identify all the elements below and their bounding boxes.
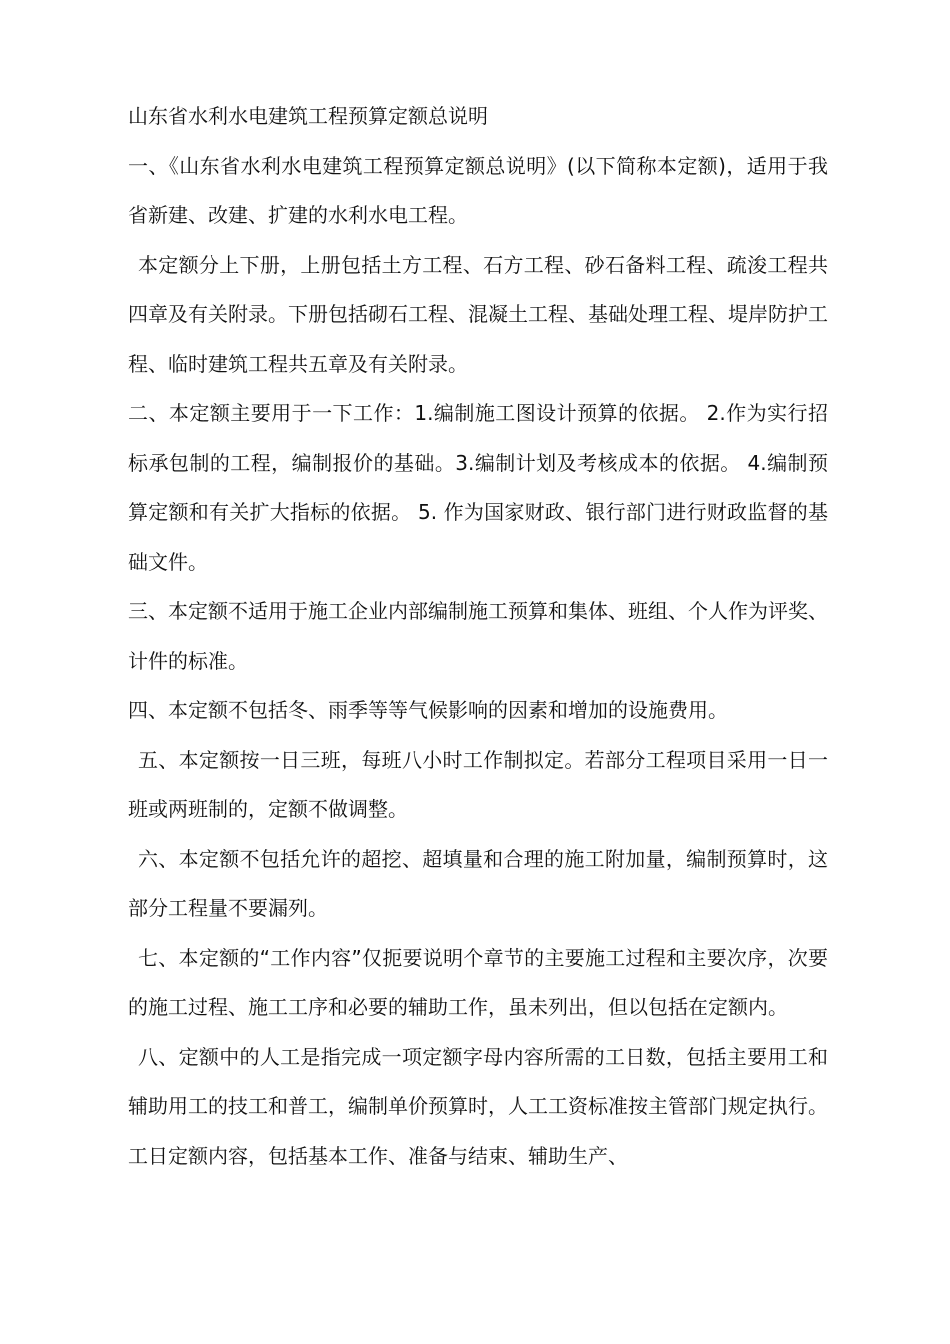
paragraph-5-shifts: 五、本定额按一日三班，每班八小时工作制拟定。若部分工程项目采用一日一班或两班制的，定额不做调整。 — [128, 747, 828, 821]
paragraph-2-uses: 二、本定额主要用于一下工作：1.编制施工图设计预算的依据。 2.作为实行招标承包制的工程，编制报价的基础。3.编制计划及考核成本的依据。 4.编制预算定额和有关扩大指标的依据。 5. 作为国家财政、银行部门进行财政监督的基础文件。 — [128, 401, 828, 574]
paragraph-8-labor: 八、定额中的人工是指完成一项定额字母内容所需的工日数，包括主要用工和辅助用工的技工和普工，编制单价预算时，人工工资标准按主管部门规定执行。工日定额内容，包括基本工作、准备与结束、辅助生产、 — [128, 1044, 828, 1168]
paragraph-6-overexcavation: 六、本定额不包括允许的超挖、超填量和合理的施工附加量，编制预算时，这部分工程量不要漏列。 — [128, 846, 828, 920]
paragraph-1-scope: 一、《山东省水利水电建筑工程预算定额总说明》(以下简称本定额)，适用于我省新建、改建、扩建的水利水电工程。 — [128, 153, 828, 227]
paragraph-volumes: 本定额分上下册，上册包括土方工程、石方工程、砂石备料工程、疏浚工程共四章及有关附录。下册包括砌石工程、混凝土工程、基础处理工程、堤岸防护工程、临时建筑工程共五章及有关附录。 — [128, 252, 828, 376]
document-title: 山东省水利水电建筑工程预算定额总说明 — [128, 104, 488, 128]
paragraph-3-not-applicable: 三、本定额不适用于施工企业内部编制施工预算和集体、班组、个人作为评奖、计件的标准。 — [128, 599, 828, 673]
paragraph-4-weather: 四、本定额不包括冬、雨季等等气候影响的因素和增加的设施费用。 — [128, 698, 728, 722]
document-body — [128, 92, 828, 1181]
paragraph-7-work-content: 七、本定额的“工作内容”仅扼要说明个章节的主要施工过程和主要次序，次要的施工过程、施工工序和必要的辅助工作，虽未列出，但以包括在定额内。 — [128, 945, 828, 1019]
